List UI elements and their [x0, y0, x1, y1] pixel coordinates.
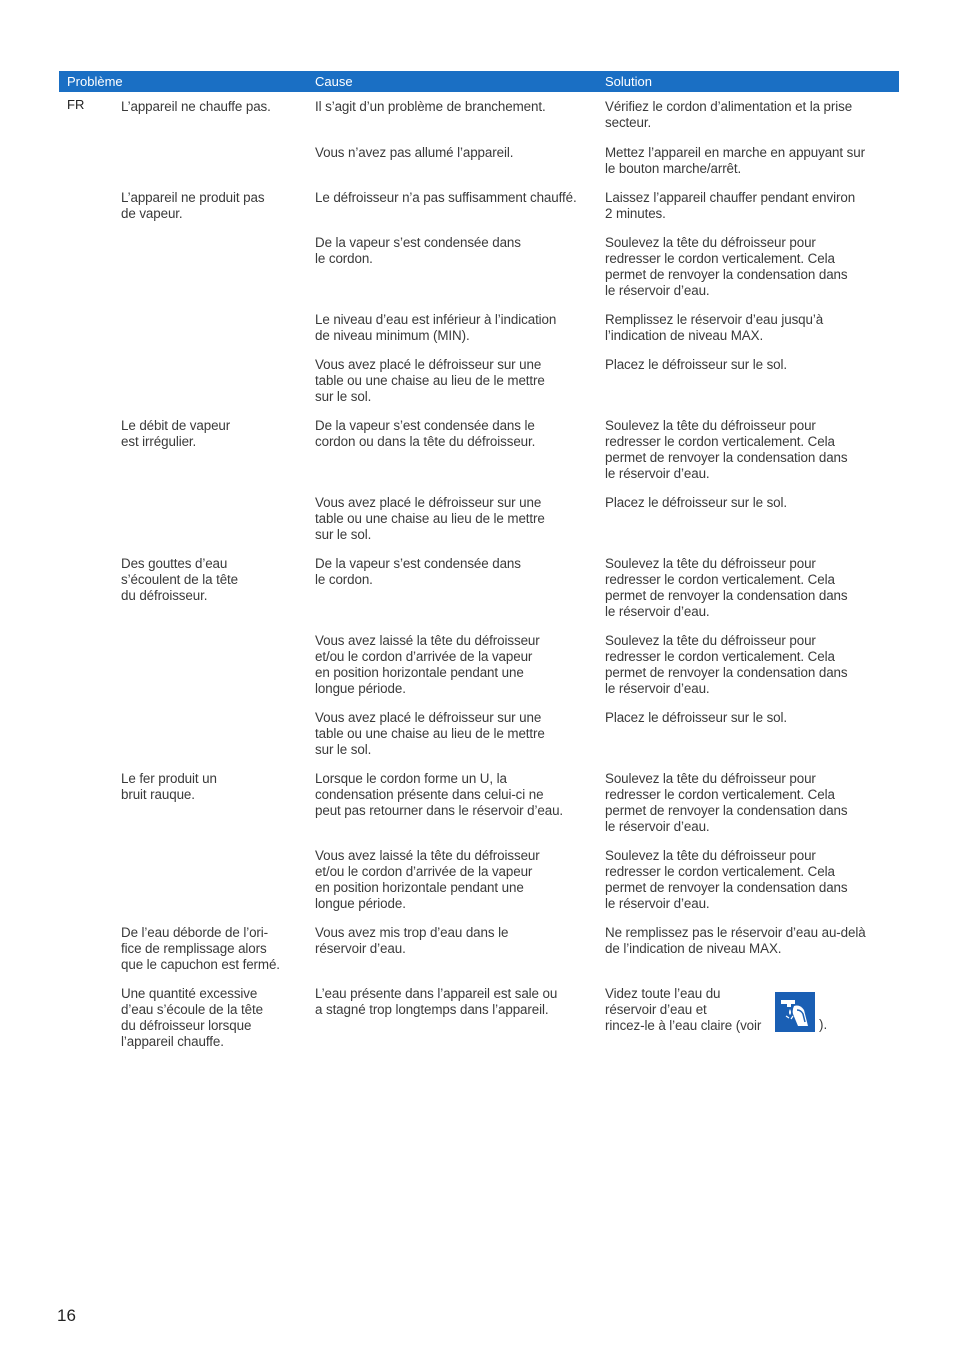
- table-header: [59, 71, 899, 92]
- page-number: 16: [57, 1306, 76, 1325]
- solution-cell: Placez le défroisseur sur le sol.: [605, 710, 788, 725]
- solution-cell: Ne remplissez pas le réservoir d’eau au-delà de l’indication de niveau MAX.: [605, 925, 866, 956]
- cause-cell: L’eau présente dans l’appareil est sale ou a stagné trop longtemps dans l’appareil.: [315, 986, 558, 1017]
- cause-cell: Le défroisseur n’a pas suffisamment chauffé.: [315, 190, 577, 205]
- header-cause: Cause: [315, 74, 353, 89]
- cause-cell: Vous avez placé le défroisseur sur une table ou une chaise au lieu de le mettre sur le sol.: [315, 357, 545, 404]
- solution-cell: Vérifiez le cordon d’alimentation et la prise secteur.: [605, 99, 853, 130]
- solution-cell: Soulevez la tête du défroisseur pour redresser le cordon verticalement. Cela permet de renvoyer la condensation dans le réservoir d’eau.: [605, 235, 848, 298]
- solution-cell: Soulevez la tête du défroisseur pour redresser le cordon verticalement. Cela permet de renvoyer la condensation dans le réservoir d’eau.: [605, 418, 848, 481]
- problem-cell: Le débit de vapeur est irrégulier.: [121, 418, 231, 449]
- problem-cell: Le fer produit un bruit rauque.: [121, 771, 217, 802]
- cause-cell: De la vapeur s’est condensée dans le cordon.: [315, 556, 521, 587]
- cause-cell: Vous avez mis trop d’eau dans le réservoir d’eau.: [315, 925, 509, 956]
- cause-cell: De la vapeur s’est condensée dans le cordon ou dans la tête du défroisseur.: [315, 418, 536, 449]
- solution-cell: Placez le défroisseur sur le sol.: [605, 495, 788, 510]
- language-code: FR: [67, 97, 85, 112]
- problem-cell: Une quantité excessive d’eau s’écoule de la tête du défroisseur lorsque l’appareil chauffe.: [121, 986, 263, 1049]
- problem-cell: Des gouttes d’eau s’écoulent de la tête du défroisseur.: [121, 556, 239, 603]
- cause-cell: Vous avez placé le défroisseur sur une table ou une chaise au lieu de le mettre sur le sol.: [315, 495, 545, 542]
- cause-cell: Vous avez laissé la tête du défroisseur et/ou le cordon d’arrivée de la vapeur en position horizontale pendant une longue période.: [315, 848, 540, 911]
- rinse-tank-icon: [775, 992, 815, 1032]
- cause-cell: Il s’agit d’un problème de branchement.: [315, 99, 546, 114]
- cause-cell: Vous avez placé le défroisseur sur une table ou une chaise au lieu de le mettre sur le sol.: [315, 710, 545, 757]
- header-solution: Solution: [605, 74, 652, 89]
- solution-cell: Remplissez le réservoir d’eau jusqu’à l’indication de niveau MAX.: [605, 312, 824, 343]
- solution-cell: Placez le défroisseur sur le sol.: [605, 357, 788, 372]
- solution-cell: Soulevez la tête du défroisseur pour redresser le cordon verticalement. Cela permet de renvoyer la condensation dans le réservoir d’eau.: [605, 848, 848, 911]
- solution-cell: Videz toute l’eau du réservoir d’eau et rincez-le à l’eau claire (voir: [605, 986, 762, 1033]
- solution-cell: Soulevez la tête du défroisseur pour redresser le cordon verticalement. Cela permet de renvoyer la condensation dans le réservoir d’eau.: [605, 771, 848, 834]
- cause-cell: De la vapeur s’est condensée dans le cordon.: [315, 235, 521, 266]
- solution-cell: Soulevez la tête du défroisseur pour redresser le cordon verticalement. Cela permet de renvoyer la condensation dans le réservoir d’eau.: [605, 633, 848, 696]
- cause-cell: Vous n’avez pas allumé l’appareil.: [315, 145, 514, 160]
- cause-cell: Vous avez laissé la tête du défroisseur et/ou le cordon d’arrivée de la vapeur en position horizontale pendant une longue période.: [315, 633, 540, 696]
- problem-cell: L’appareil ne chauffe pas.: [121, 99, 271, 114]
- problem-cell: De l’eau déborde de l’ori- fice de remplissage alors que le capuchon est fermé.: [121, 925, 280, 972]
- solution-cell: Mettez l’appareil en marche en appuyant sur le bouton marche/arrêt.: [605, 145, 865, 176]
- problem-cell: L’appareil ne produit pas de vapeur.: [121, 190, 265, 221]
- troubleshooting-table: [59, 71, 899, 92]
- solution-cell: Soulevez la tête du défroisseur pour redresser le cordon verticalement. Cela permet de renvoyer la condensation dans le réservoir d’eau.: [605, 556, 848, 619]
- header-problem: Problème: [67, 74, 123, 89]
- solution-cell: Laissez l’appareil chauffer pendant environ 2 minutes.: [605, 190, 856, 221]
- solution-tail: ).: [819, 1017, 828, 1032]
- cause-cell: Lorsque le cordon forme un U, la condensation présente dans celui-ci ne peut pas retourner dans le réservoir d’eau.: [315, 771, 564, 818]
- cause-cell: Le niveau d’eau est inférieur à l’indication de niveau minimum (MIN).: [315, 312, 557, 343]
